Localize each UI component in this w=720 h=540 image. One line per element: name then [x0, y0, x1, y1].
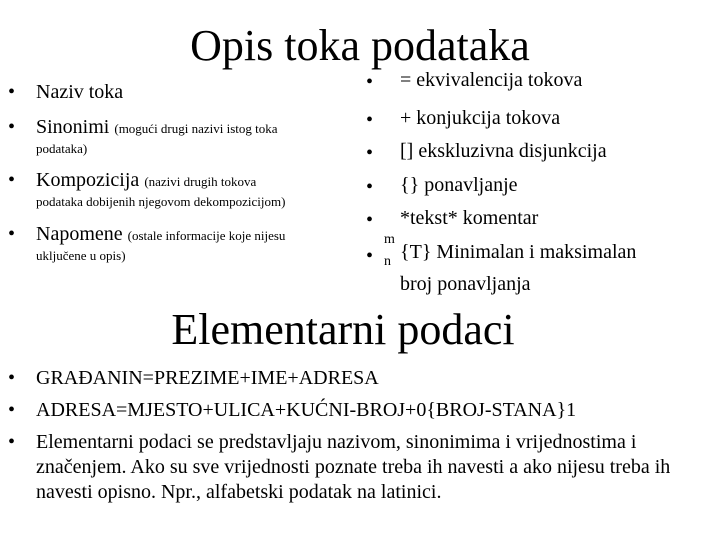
list-item — [36, 115, 278, 141]
list-item — [36, 80, 123, 104]
item-note: (nazivi drugih tokova — [144, 174, 257, 189]
item-note-cont: uključene u opis) — [36, 248, 126, 263]
section-title: Elementarni podaci — [171, 305, 515, 354]
bullet-icon: • — [366, 176, 374, 198]
list-item: = ekvivalencija tokova — [400, 69, 583, 91]
list-item: Elementarni podaci se predstavljaju nazivom, sinonimima i vrijednostima i značenjem. Ako su sve vrijednosti poznate treba ih navesti a ako nijesu treba ih navesti opisno. Npr., alfabetski podatak na latinici. — [36, 431, 671, 503]
superscript-m: m — [384, 232, 395, 247]
item-label: Napomene — [36, 223, 123, 245]
item-label: Sinonimi — [36, 116, 110, 138]
item-label: Kompozicija — [36, 169, 140, 191]
item-note: (ostale informacije koje nijesu — [127, 228, 286, 243]
bullet-icon: • — [366, 209, 374, 231]
list-item: [] ekskluzivna disjunkcija — [400, 140, 607, 162]
list-item — [36, 168, 256, 194]
bullet-icon: • — [366, 109, 374, 131]
bullet-icon: • — [8, 367, 16, 389]
list-item: GRAĐANIN=PREZIME+IME+ADRESA — [36, 367, 379, 389]
subscript-n: n — [384, 254, 391, 269]
item-note: (mogući drugi nazivi istog toka — [114, 121, 278, 136]
bullet-icon: • — [366, 71, 374, 93]
bullet-icon: • — [8, 81, 16, 103]
list-item — [36, 222, 285, 248]
item-note-cont: podataka) — [36, 141, 88, 156]
list-item: {T} Minimalan i maksimalan — [400, 241, 637, 263]
bullet-icon: • — [8, 169, 16, 191]
list-item: ADRESA=MJESTO+ULICA+KUĆNI-BROJ+0{BROJ-STANA}1 — [36, 399, 577, 421]
bullet-icon: • — [8, 399, 16, 421]
list-item-cont: broj ponavljanja — [400, 273, 531, 295]
bullet-icon: • — [8, 116, 16, 138]
slide-title: Opis toka podataka — [190, 21, 530, 70]
list-item: + konjukcija tokova — [400, 107, 561, 129]
list-item: {} ponavljanje — [400, 174, 518, 196]
list-item: *tekst* komentar — [400, 207, 539, 229]
bullet-icon: • — [366, 142, 374, 164]
bullet-icon: • — [8, 223, 16, 245]
item-label: Naziv toka — [36, 81, 124, 103]
bullet-icon: • — [8, 431, 16, 453]
bullet-icon: • — [366, 245, 374, 267]
item-note-cont: podataka dobijenih njegovom dekompozicijom) — [36, 194, 286, 209]
